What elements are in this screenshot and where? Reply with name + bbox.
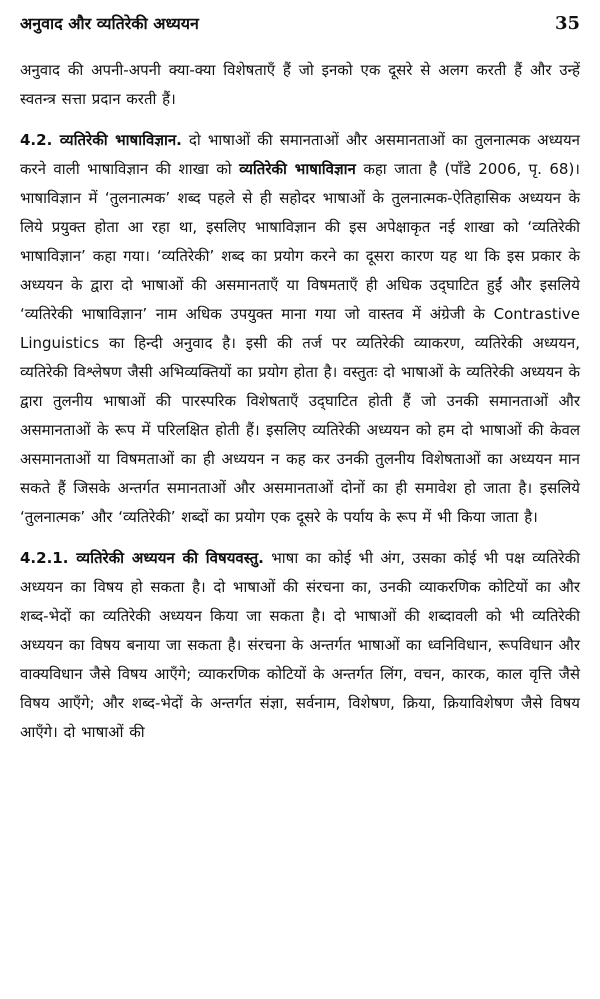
section-4-2-1-paragraph: [20, 544, 580, 747]
section-4-2-heading: 4.2. व्यतिरेकी भाषाविज्ञान.: [20, 131, 182, 149]
section-4-2-term: व्यतिरेकी भाषाविज्ञान: [239, 160, 356, 178]
continuation-text: अनुवाद की अपनी-अपनी क्या-क्या विशेषताएँ हैं जो इनको एक दूसरे से अलग करती हैं और उन्हें स्वतन्त्र सत्ता प्रदान करती हैं।: [20, 61, 580, 108]
section-4-2-1-heading: 4.2.1. व्यतिरेकी अध्ययन की विषयवस्तु.: [20, 549, 264, 567]
section-4-2-1-text: भाषा का कोई भी अंग, उसका कोई भी पक्ष व्यतिरेकी अध्ययन का विषय हो सकता है। दो भाषाओं की संरचना का, उनकी व्याकरणिक कोटियों का और शब्द-भेदों का व्यतिरेकी अध्ययन किया जा सकता है। दो भाषाओं की शब्दावली को भी व्यतिरेकी अध्ययन का विषय बनाया जा सकता है। संरचना के अन्तर्गत भाषाओं का ध्वनिविधान, रूपविधान और वाक्यविधान जैसे विषय आएँगे; व्याकरणिक कोटियों के अन्तर्गत लिंग, वचन, कारक, काल वृत्ति जैसे विषय आएँगे; और शब्द-भेदों के अन्तर्गत संज्ञा, सर्वनाम, विशेषण, क्रिया, क्रियाविशेषण जैसे विषय आएँगे। दो भाषाओं की: [20, 549, 580, 741]
section-4-2-text-1: दो भाषाओं की समानताओं और असमानताओं का तुलनात्मक अध्ययन करने वाली भाषाविज्ञान की शाखा को: [20, 131, 580, 178]
continuation-paragraph: [20, 56, 580, 114]
section-4-2-text-2: कहा जाता है (पाँडे 2006, पृ. 68)। भाषाविज्ञान में ‘तुलनात्मक’ शब्द पहले से ही सहोदर भाषाओं के तुलनात्मक-ऐतिहासिक अध्ययन के लिये प्रयुक्त होता आ रहा था, इसलिए भाषाविज्ञान की इस अपेक्षाकृत नई शाखा को ‘व्यतिरेकी भाषाविज्ञान’ कहा गया। ‘व्यतिरेकी’ शब्द का प्रयोग करने का दूसरा कारण यह था कि इस प्रकार के अध्ययन के द्वारा दो भाषाओं की असमानताएँ या विषमताएँ ही अधिक उद्‌घाटित हुईं और इसलिये ‘व्यतिरेकी भाषाविज्ञान’ नाम अधिक उपयुक्त माना गया जो वास्तव में अंग्रेजी के Contrastive Linguistics का हिन्दी अनुवाद है। इसी की तर्ज पर व्यतिरेकी व्याकरण, व्यतिरेकी अध्ययन, व्यतिरेकी विश्लेषण जैसी अभिव्यक्तियों का प्रयोग होता है। वस्तुतः दो भाषाओं के व्यतिरेकी अध्ययन के द्वारा तुलनीय भाषाओं की पारस्परिक विशेषताएँ उद्‌घाटित होती हैं जो उनकी समानताओं और असमानताओं के रूप में परिलक्षित होती हैं। इसलिए व्यतिरेकी अध्ययन को हम दो भाषाओं की केवल असमानताओं या विषमताओं का ही अध्ययन न कह कर उनकी तुलनीय विशेषताओं का अध्ययन मान सकते हैं जिसके अन्तर्गत समानताओं और असमानताओं दोनों का ही समावेश हो जाता है। इसलिये ‘तुलनात्मक’ और ‘व्यतिरेकी’ शब्दों का प्रयोग एक दूसरे के पर्याय के रूप में भी किया जाता है।: [20, 160, 580, 526]
running-header: [20, 12, 580, 56]
page-number: 35: [554, 13, 580, 34]
running-title: अनुवाद और व्यतिरेकी अध्ययन: [20, 14, 199, 33]
section-4-2-paragraph: [20, 126, 580, 532]
